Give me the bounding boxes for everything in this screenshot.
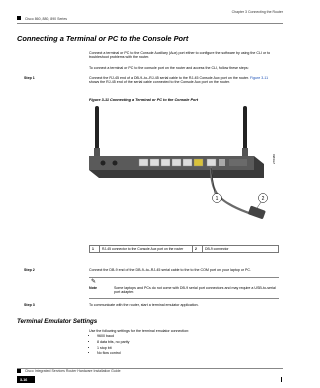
terminal-settings-list [89, 334, 279, 357]
step-3-label: Step 3 [24, 303, 35, 307]
note-rule-bottom [89, 298, 279, 299]
port [139, 159, 148, 166]
note-pencil-icon: ✎ [91, 279, 97, 285]
list-item: • No flow control [97, 351, 279, 357]
step-1-text-c: shows the RJ-45 end of the serial cable connected to the Console Aux port on the router. [89, 80, 231, 85]
footer-title: Cisco Integrated Services Router Hardware Installation Guide [25, 369, 121, 373]
legend-text: RJ-45 connector to the Console Aux port on the router [100, 246, 193, 253]
legend-num: 2 [193, 246, 203, 253]
figure-legend [89, 245, 279, 253]
step-1-label: Step 1 [24, 76, 35, 80]
console-aux-port [207, 159, 216, 166]
header-rule [17, 23, 283, 24]
figure-link[interactable]: Figure 3-11 [250, 76, 269, 80]
list-item: • 1 stop bit [97, 346, 279, 352]
callout-2-label: 2 [261, 196, 265, 202]
note-rule-top [89, 277, 279, 278]
legend-row [90, 246, 279, 253]
terminal-intro: Use the following settings for the terminal emulator connection: [89, 329, 190, 333]
steps-intro: To connect a terminal or PC to the console port on the router and access the CLI, follow these steps: [89, 66, 249, 70]
step-1-text-a: Connect the RJ-45 end of a DB-9–to–RJ-45 serial cable to the RJ-45 Console Aux port on the router. [89, 76, 250, 80]
figure-title: Figure 3-11 Connecting a Terminal or PC to the Console Port [89, 98, 199, 102]
page-number-box [17, 376, 35, 383]
legend-text: DB-9 connector [203, 246, 279, 253]
step-2-text: Connect the DB-9 end of the DB-9–to–RJ-45 serial cable to the to the COM port on your laptop or PC. [89, 268, 252, 272]
callout-1-label: 1 [215, 196, 219, 202]
page-number: 3-16 [20, 377, 28, 382]
figure-side-id: 278480 [272, 153, 276, 164]
db9-connector [248, 206, 266, 220]
section-title-terminal: Terminal Emulator Settings [17, 318, 98, 325]
chapter-header: Chapter 3 Connecting the Router [231, 10, 283, 14]
figure-illustration [89, 104, 279, 220]
step-3-text: To communicate with the router, start a terminal emulator application. [89, 303, 199, 307]
note-text: Some laptops and PCs do not come with DB-9 serial port connectors and may require a USB-to-serial port adapter. [114, 286, 276, 295]
header-marker [17, 16, 21, 20]
antenna-right [243, 106, 247, 150]
step-2-label: Step 2 [24, 268, 35, 272]
antenna-left [95, 106, 99, 150]
list-item: • 8 data bits, no parity [97, 340, 279, 346]
footer-marker [17, 369, 21, 373]
legend-num: 1 [90, 246, 100, 253]
list-item: • 9600 baud [97, 334, 279, 340]
section-title: Connecting a Terminal or PC to the Console Port [17, 34, 189, 43]
series-header: Cisco 860, 880, 890 Series [25, 17, 68, 21]
intro-paragraph: Connect a terminal or PC to the Console Auxiliary (Aux) port either to configure the software by using the CLI or to troubleshoot problems with the router. [89, 51, 271, 60]
note-label: Note [89, 286, 97, 290]
step-1-text [89, 76, 279, 85]
router-console-illustration [89, 104, 279, 220]
footer-mark-right [281, 377, 282, 382]
